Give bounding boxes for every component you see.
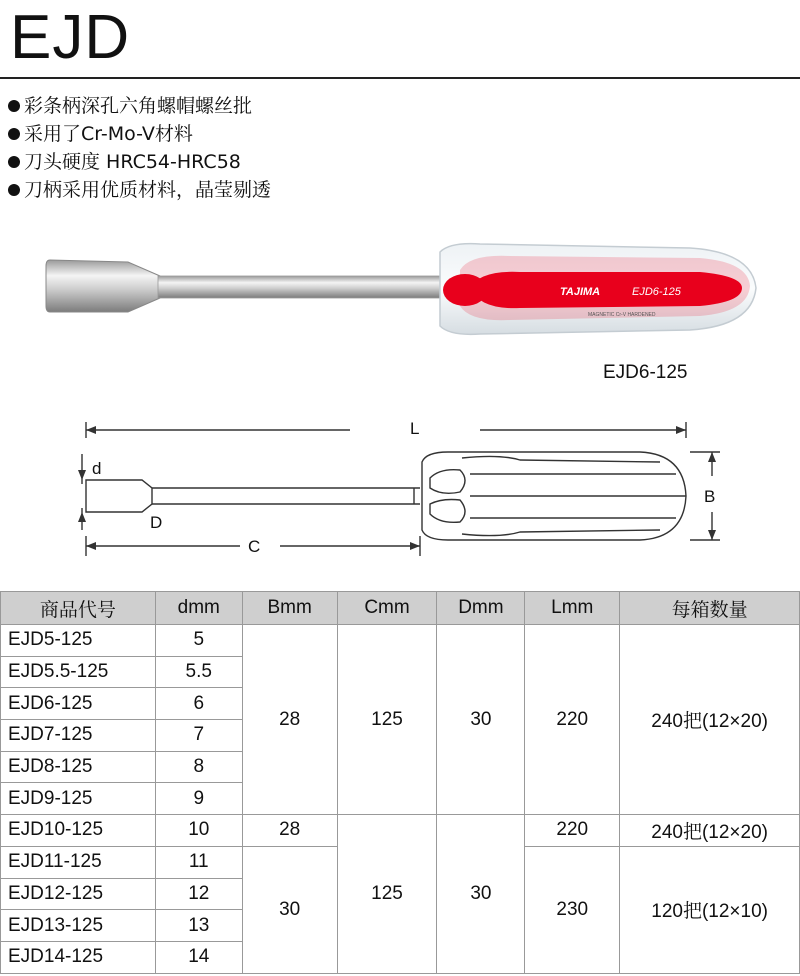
feature-text: 采用了Cr-Mo-V材料 [24, 123, 193, 145]
table-header-row [1, 592, 800, 625]
feature-list [8, 92, 271, 204]
cell-d: 14 [155, 941, 242, 973]
feature-text: 刀头硬度 HRC54-HRC58 [24, 151, 241, 173]
bullet-icon [8, 184, 20, 196]
cell-qty: 240把(12×20) [620, 815, 800, 847]
spec-table [0, 591, 800, 974]
cell-d: 8 [155, 751, 242, 783]
cell-b: 28 [242, 625, 337, 815]
handle-brand: TAJIMA [560, 286, 601, 298]
feature-item [8, 120, 271, 148]
feature-text: 彩条柄深孔六角螺帽螺丝批 [24, 95, 253, 117]
product-photo [0, 230, 800, 355]
cell-qty: 240把(12×20) [620, 625, 800, 815]
table-row [1, 815, 800, 847]
header-d: dmm [155, 592, 242, 625]
header-dd: Dmm [437, 592, 525, 625]
handle-red-end [443, 274, 487, 306]
cell-model: EJD10-125 [1, 815, 156, 847]
bullet-icon [8, 128, 20, 140]
cell-d: 11 [155, 846, 242, 878]
page-title: EJD [10, 3, 131, 72]
label-L: L [410, 419, 420, 438]
cell-qty: 120把(12×10) [620, 846, 800, 973]
socket-tip [46, 260, 160, 312]
label-C: C [248, 537, 261, 556]
cell-model: EJD5.5-125 [1, 656, 156, 688]
cell-c: 125 [337, 625, 437, 815]
header-model: 商品代号 [1, 592, 156, 625]
cell-l: 220 [525, 625, 620, 815]
header-qty: 每箱数量 [620, 592, 800, 625]
cell-c: 125 [337, 815, 437, 973]
label-D: D [150, 513, 163, 532]
cell-d: 6 [155, 688, 242, 720]
cell-d: 5 [155, 625, 242, 657]
title-divider [0, 77, 800, 79]
header-c: Cmm [337, 592, 437, 625]
cell-dd: 30 [437, 815, 525, 973]
feature-item [8, 148, 271, 176]
cell-model: EJD8-125 [1, 751, 156, 783]
cell-b: 28 [242, 815, 337, 847]
cell-model: EJD9-125 [1, 783, 156, 815]
cell-model: EJD14-125 [1, 941, 156, 973]
cell-model: EJD7-125 [1, 720, 156, 752]
cell-model: EJD12-125 [1, 878, 156, 910]
cell-d: 7 [155, 720, 242, 752]
cell-model: EJD13-125 [1, 910, 156, 942]
photo-caption: EJD6-125 [603, 362, 688, 383]
feature-item [8, 176, 271, 204]
shaft [158, 276, 443, 298]
table-row [1, 625, 800, 657]
bullet-icon [8, 100, 20, 112]
bullet-icon [8, 156, 20, 168]
cell-model: EJD11-125 [1, 846, 156, 878]
header-b: Bmm [242, 592, 337, 625]
label-d: d [92, 459, 102, 478]
feature-text: 刀柄采用优质材料，晶莹剔透 [24, 179, 272, 201]
label-B: B [704, 487, 716, 506]
dimension-drawing [0, 400, 800, 580]
cell-d: 13 [155, 910, 242, 942]
handle-model: EJD6-125 [632, 286, 681, 298]
cell-model: EJD6-125 [1, 688, 156, 720]
handle-red-body [470, 272, 742, 308]
cell-l: 220 [525, 815, 620, 847]
header-l: Lmm [525, 592, 620, 625]
cell-d: 12 [155, 878, 242, 910]
cell-model: EJD5-125 [1, 625, 156, 657]
cell-d: 10 [155, 815, 242, 847]
feature-item [8, 92, 271, 120]
cell-d: 9 [155, 783, 242, 815]
handle-small-text: MAGNETIC Cr-V HARDENED [588, 312, 656, 318]
cell-d: 5.5 [155, 656, 242, 688]
cell-b: 30 [242, 846, 337, 973]
cell-dd: 30 [437, 625, 525, 815]
cell-l: 230 [525, 846, 620, 973]
